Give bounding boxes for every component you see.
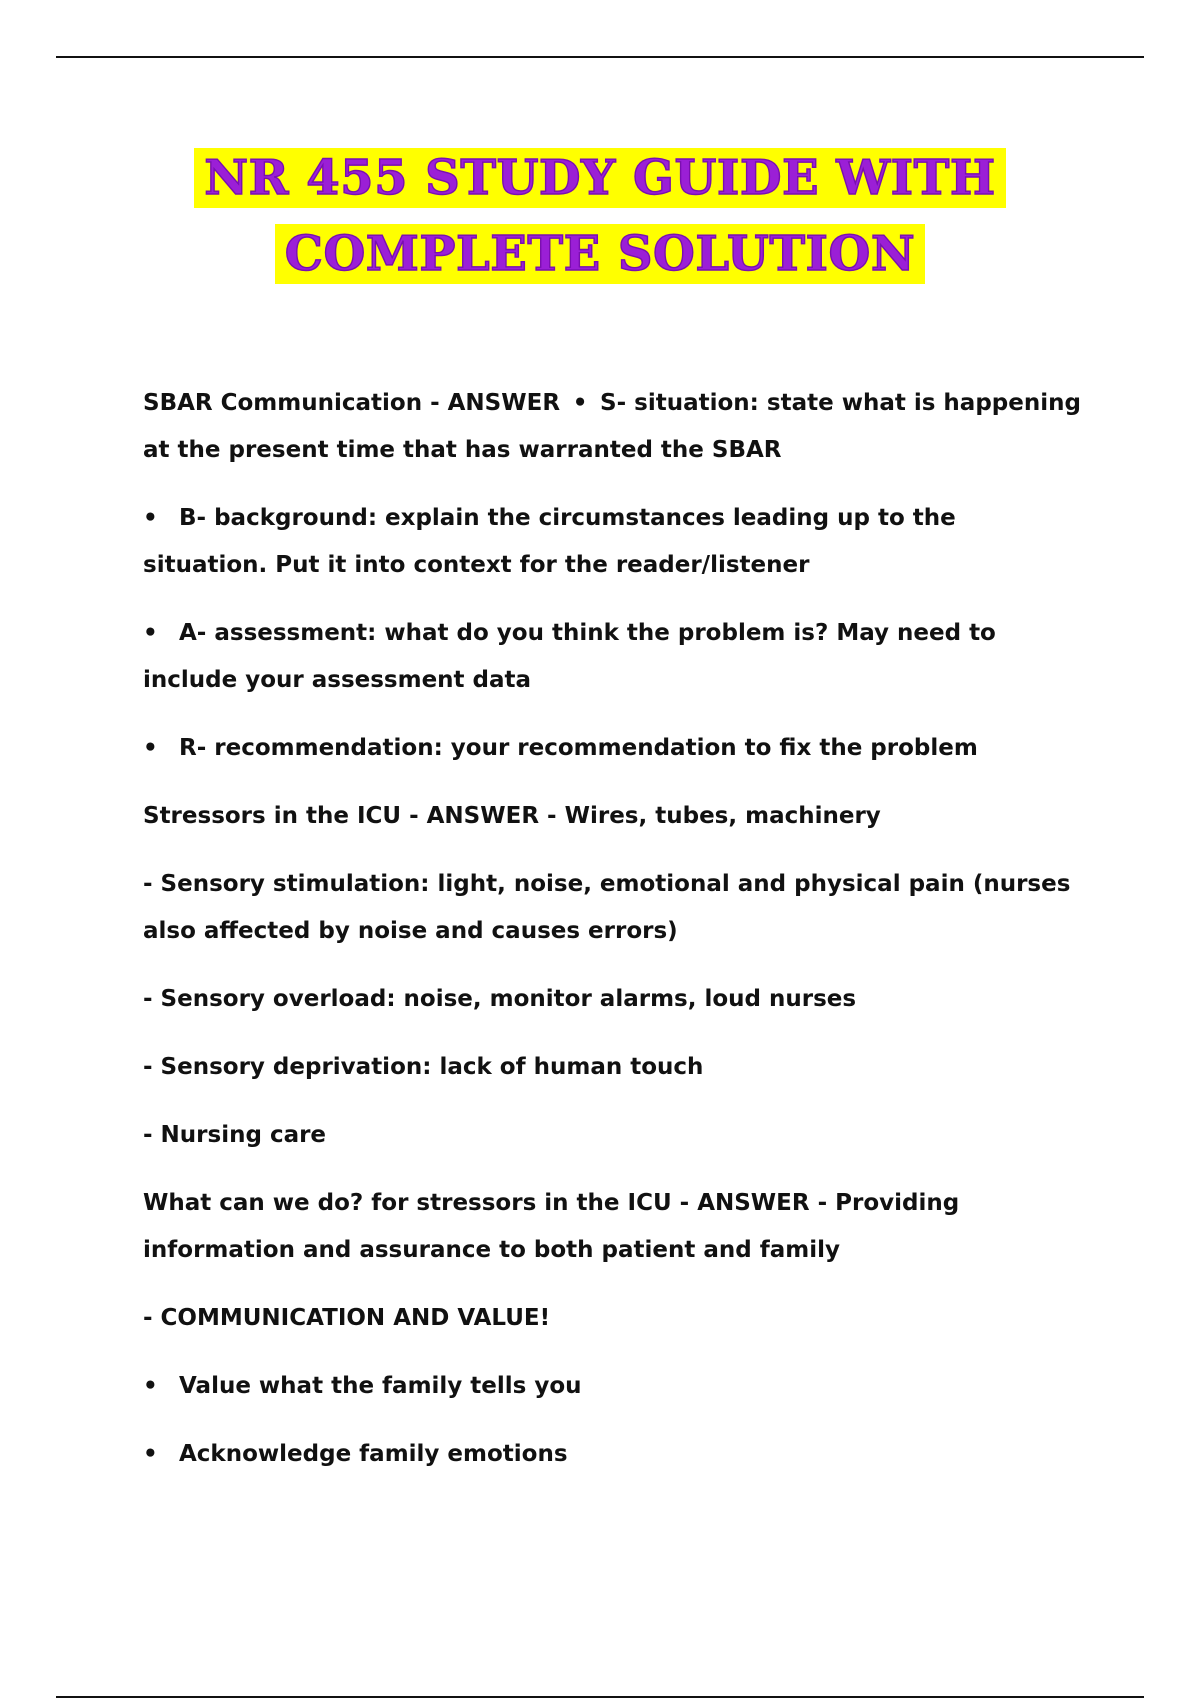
paragraph-stressors-heading: Stressors in the ICU - ANSWER - Wires, tubes, machinery xyxy=(143,803,881,829)
paragraph-nursing-care: - Nursing care xyxy=(143,1122,327,1148)
paragraph-sensory-deprivation: - Sensory deprivation: lack of human touch xyxy=(143,1054,704,1080)
paragraph-recommendation xyxy=(143,725,1083,772)
paragraph-value-family xyxy=(143,1363,1083,1410)
document-title xyxy=(0,140,1200,292)
paragraph-assessment xyxy=(143,610,1083,704)
bullet-icon: • xyxy=(143,1441,158,1467)
sbar-situation-text: S- situation: state what is happening at the present time that has warranted the SBAR xyxy=(143,390,1081,463)
background-text: B- background: explain the circumstances leading up to the situation. Put it into context for the reader/listener xyxy=(143,505,956,578)
paragraph-acknowledge-emotions xyxy=(143,1431,1083,1478)
title-line-1: NR 455 STUDY GUIDE WITH xyxy=(194,148,1005,208)
acknowledge-emotions-text: Acknowledge family emotions xyxy=(179,1441,568,1467)
paragraph-sensory-stimulation: - Sensory stimulation: light, noise, emotional and physical pain (nurses also affected by noise and causes errors) xyxy=(143,871,1071,944)
paragraph-sensory-overload: - Sensory overload: noise, monitor alarms, loud nurses xyxy=(143,986,857,1012)
bottom-rule xyxy=(56,1696,1144,1698)
paragraph-what-can-we-do: What can we do? for stressors in the ICU - ANSWER - Providing information and assurance to both patient and family xyxy=(143,1190,960,1263)
paragraph-sbar xyxy=(143,380,1083,474)
bullet-icon: • xyxy=(572,390,588,416)
document-body xyxy=(143,380,1083,1478)
title-line-2: COMPLETE SOLUTION xyxy=(275,224,925,284)
bullet-icon: • xyxy=(143,505,158,531)
top-rule xyxy=(56,56,1144,58)
value-family-text: Value what the family tells you xyxy=(179,1373,582,1399)
assessment-text: A- assessment: what do you think the problem is? May need to include your assessment data xyxy=(143,620,996,693)
bullet-icon: • xyxy=(143,735,158,761)
paragraph-communication-value: - COMMUNICATION AND VALUE! xyxy=(143,1305,551,1331)
sbar-heading: SBAR Communication - ANSWER xyxy=(143,390,561,416)
bullet-icon: • xyxy=(143,1373,158,1399)
paragraph-background xyxy=(143,495,1083,589)
bullet-icon: • xyxy=(143,620,158,646)
recommendation-text: R- recommendation: your recommendation to fix the problem xyxy=(179,735,978,761)
